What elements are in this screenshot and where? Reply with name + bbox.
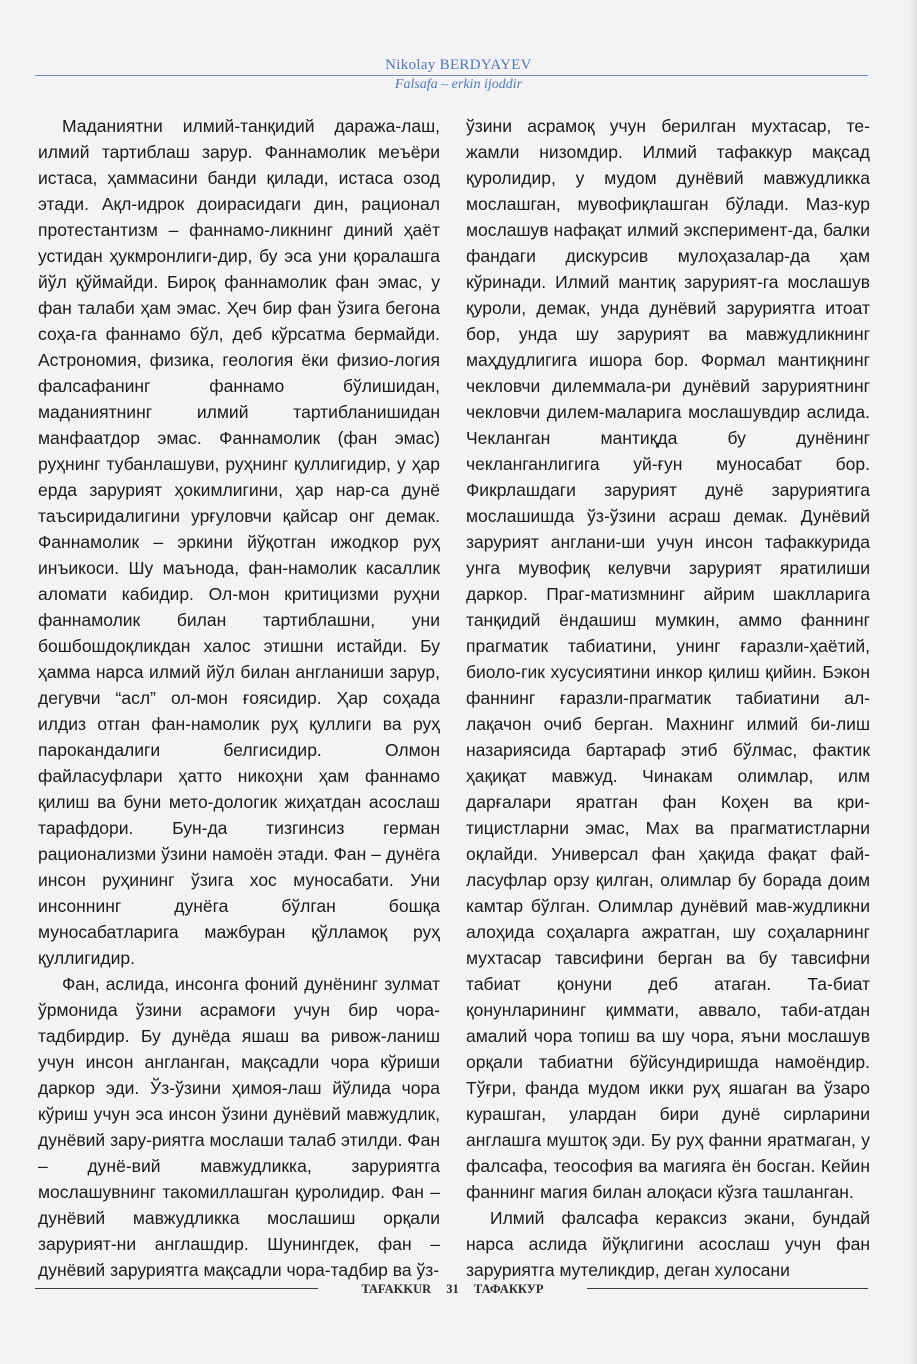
footer-rule-right [587,1288,868,1289]
footer-journal-latin: TAFAKKUR [361,1282,432,1296]
page-edge-shadow [909,0,917,1364]
footer-label-group [318,1279,587,1299]
left-paragraph-1: Маданиятни илмий-танқидий даража-лаш, илмий тартиблаш зарур. Фаннамолик меъёри истаса, ҳаммасини банди қилади, истаса озод этади. Ақл-идрок доирасидаги дин, рационал протестантизм – фаннамо-ликнинг диний ҳаёт устидан ҳукмронлиги-дир, бу эса уни қоралашга йўл қўймайди. Бироқ фаннамолик фан эмас, у фан талаби ҳам эмас. Ҳеч бир фан ўзига бегона соҳа-га фаннамо бўл, деб кўрсатма бермайди. Астрономия, физика, геология ёки физио-логия фалсафанинг фаннамо бўлишидан, маданиятнинг илмий тартибланишидан манфаатдор эмас. Фаннамолик (фан эмас) руҳнинг тубанлашуви, руҳнинг қуллигидир, у ҳар ерда зарурият ҳокимлигини, ҳар нар-са дунё таъсиридалигини урғуловчи қайсар онг демак. Фаннамолик – эркини йўқотган ижодкор руҳ инъикоси. Шу маънода, фан-намолик касаллик аломати кабидир. Ол-мон критицизми руҳни фаннамолик билан тартиблашни, уни бошбошдоқликдан халос этишни истайди. Бу ҳамма нарса илмий йўл билан англаниши зарур, дегувчи “асл” ол-мон ғоясидир. Ҳар соҳада илдиз отган фан-намолик руҳ қуллиги ва руҳ парокандалиги белгисидир. Олмон файласуфлари ҳатто никоҳни ҳам фаннамо қилиш ва буни мето-дологик жиҳатдан асослаш тарафдори. Бун-да тизгинсиз герман рационализми ўзини намоён этади. Фан – дунёга инсон руҳининг ўзига хос муносабати. Уни инсоннинг дунёга бўлган бошқа муносабатларига мажбуран қўлламоқ руҳ қуллигидир. [38,116,440,968]
header-rule [35,75,868,76]
right-paragraph-2: Илмий фалсафа кераксиз экани, бундай нарса аслида йўқлигини асослаш учун фан заруриятга мутеликдир, деган хулосани [466,1208,870,1280]
footer-rule-left [35,1288,318,1289]
right-text-column [466,113,870,1283]
left-paragraph-2: Фан, аслида, инсонга фоний дунёнинг зулмат ўрмонида ўзини асрамоғи учун бир чора-тадбирдир. Бу дунёда яшаш ва ривож-ланиш учун инсон англанган, мақсадли чора кўриши даркор эди. Ўз-ўзини ҳимоя-лаш йўлида чора кўриш учун эса инсон ўзини дунёвий мавжудлик, дунёвий зару-риятга мослаши талаб этилди. Фан – дунё-вий мавжудликка, заруриятга мослашувнинг такомиллашган қуролидир. Фан – дунёвий мавжудликка мослашиш орқали зарурият-ни англашдир. Шунингдек, фан – дунёвий заруриятга мақсадли чора-тадбир ва ўз- [38,974,441,1280]
running-header [0,56,917,94]
page-number: 31 [446,1282,459,1296]
footer-journal-cyrillic: ТАФАККУР [473,1282,544,1296]
header-author: Nikolay BERDYAYEV [385,57,532,73]
right-paragraph-1: ўзини асрамоқ учун берилган мухтасар, те-жамли низомдир. Илмий тафаккур мақсад қуролидир, у мудом дунёвий мавжудликка мослашган, мувофиқлашган бўлади. Маз-кур мослашув нафақат илмий эксперимент-да, балки фандаги дискурсив мулоҳазалар-да ҳам кўринади. Илмий мантиқ зарурият-га мослашув қуроли, демак, унда дунёвий заруриятга итоат бор, унда шу зарурият ва мавжудликнинг маҳдудлигига ишора бор. Формал мантиқнинг чекловчи дилеммала-ри дунёвий заруриятнинг чекловчи дилем-маларига мослашувдир аслида. Чекланган мантиқда бу дунёнинг чекланганлигига уй-ғун муносабат бор. Фикрлашдаги зарурият дунё заруриятига мослашишда ўз-ўзини асраш демак. Дунёвий зарурият англани-ши учун инсон тафаккурида унга мувофиқ келувчи зарурият яратилиши даркор. Праг-матизмнинг айрим шаклларига танқидий ёндашиш мумкин, аммо фаннинг прагматик табиатини, унинг ғаразли-ҳаётий, биоло-гик хусусиятини инкор қилиш қийин. Бэкон фаннинг ғаразли-прагматик табиатини ал-лақачон очиб берган. Махнинг илмий би-лиш назариясида бартараф этиб бўлмас, фактик ҳақиқат мавжуд. Чинакам олимлар, илм дарғалари яратган фан Коҳен ва кри-тицистларни эмас, Мах ва прагматистларни оқлайди. Универсал фан ҳақида фақат фай-ласуфлар орзу қилган, олимлар бу борада доим камтар бўлган. Олимлар дунёвий мав-жудликни алоҳида соҳаларга ажратган, шу соҳаларнинг мухтасар тавсифини берган ва бу тавсифни табиат қонуни деб атаган. Та-биат қонунларининг қиммати, аввало, таби-атдан амалий чора топиш ва шу чора, яъни мослашув орқали табиатни бўйсундиришда намоёндир. Тўғри, фанда мудом икки руҳ яшаган ва ўзаро курашган, улардан бири дунё сирларини англашга муштоқ эди. Бу руҳ фанни яратмаган, у фалсафа, теософия ва магияга ён босган. Кейин фаннинг магия билан алоқаси кўзга ташланган. [466,116,870,1202]
header-subtitle: Falsafa – erkin ijoddir [394,77,523,92]
left-text-column [38,113,440,1283]
running-footer [35,1279,868,1299]
